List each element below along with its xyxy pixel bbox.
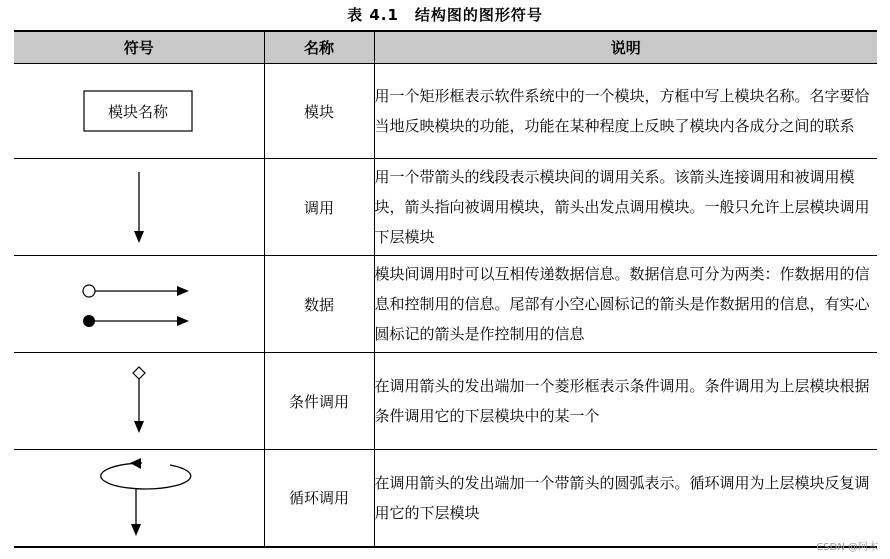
name-cell: 数据 bbox=[264, 256, 374, 353]
header-description: 说明 bbox=[374, 31, 877, 64]
description-cell: 用一个矩形框表示软件系统中的一个模块，方框中写上模块名称。名字要恰当地反映模块的功能，功能在某种程度上反映了模块内各成分之间的联系 bbox=[374, 64, 877, 159]
table-row bbox=[14, 64, 877, 159]
table-row bbox=[14, 159, 877, 256]
name-cell: 模块 bbox=[264, 64, 374, 159]
loop-call-icon bbox=[84, 456, 194, 540]
name-cell: 循环调用 bbox=[264, 450, 374, 547]
module-box-label: 模块名称 bbox=[107, 103, 168, 121]
conditional-call-icon bbox=[124, 365, 154, 437]
structure-chart-symbols-table bbox=[14, 30, 877, 548]
table-caption: 表 4.1 结构图的图形符号 bbox=[347, 6, 543, 24]
symbol-cell bbox=[14, 159, 264, 256]
control-flow-icon bbox=[83, 315, 189, 327]
description-cell: 在调用箭头的发出端加一个带箭头的圆弧表示。循环调用为上层模块反复调用它的下层模块 bbox=[374, 450, 877, 547]
header-symbol: 符号 bbox=[14, 31, 264, 64]
header-name: 名称 bbox=[264, 31, 374, 64]
name-cell: 条件调用 bbox=[264, 353, 374, 450]
module-box bbox=[79, 86, 199, 136]
description-cell: 用一个带箭头的线段表示模块间的调用关系。该箭头连接调用和被调用模块，箭头指向被调用模块，箭头出发点调用模块。一般只允许上层模块调用下层模块 bbox=[374, 159, 877, 256]
data-flow-icon bbox=[83, 285, 189, 297]
table-row bbox=[14, 353, 877, 450]
symbol-cell bbox=[14, 353, 264, 450]
description-cell: 模块间调用时可以互相传递数据信息。数据信息可分为两类：作数据用的信息和控制用的信息。尾部有小空心圆标记的箭头是作数据用的信息，有实心圆标记的箭头是作控制用的信息 bbox=[374, 256, 877, 353]
description-cell: 在调用箭头的发出端加一个菱形框表示条件调用。条件调用为上层模块根据条件调用它的下层模块中的某一个 bbox=[374, 353, 877, 450]
watermark: CSDN @阿木 bbox=[816, 542, 878, 553]
table-header-row bbox=[14, 31, 877, 64]
table-row bbox=[14, 450, 877, 547]
symbol-cell bbox=[14, 450, 264, 547]
call-arrow-icon bbox=[124, 167, 154, 247]
table-row bbox=[14, 256, 877, 353]
symbol-cell bbox=[14, 64, 264, 159]
data-symbol bbox=[79, 274, 199, 334]
name-cell: 调用 bbox=[264, 159, 374, 256]
symbol-cell bbox=[14, 256, 264, 353]
